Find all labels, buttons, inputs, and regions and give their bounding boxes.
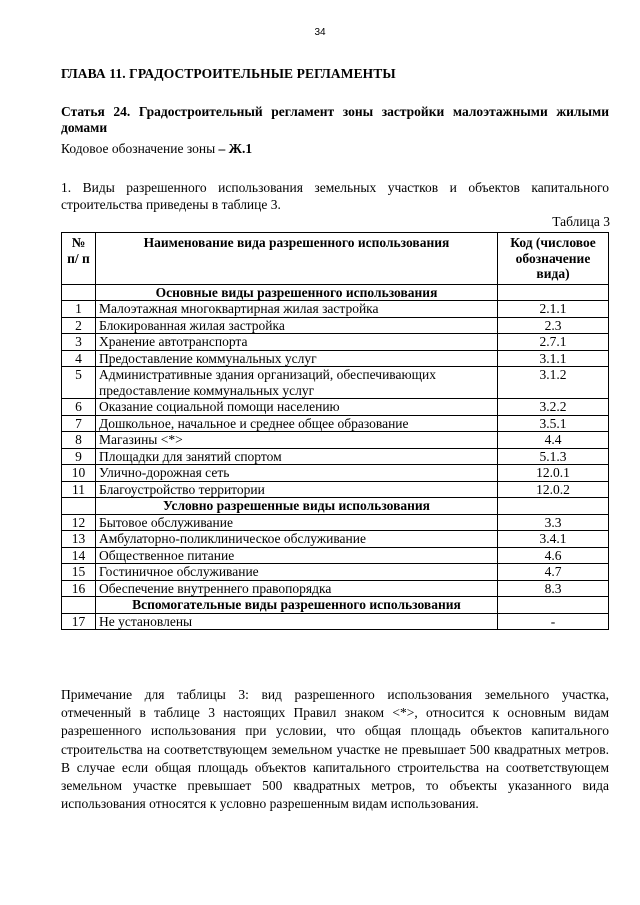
row-number: 8 — [62, 432, 96, 449]
row-use-name: Гостиничное обслуживание — [96, 564, 498, 581]
row-number: 15 — [62, 564, 96, 581]
section-code-cell — [498, 597, 609, 614]
row-number: 11 — [62, 481, 96, 498]
row-number: 2 — [62, 317, 96, 334]
row-number: 13 — [62, 531, 96, 548]
row-number: 1 — [62, 301, 96, 318]
row-use-code: 2.3 — [498, 317, 609, 334]
row-use-code: 12.0.2 — [498, 481, 609, 498]
row-number: 17 — [62, 613, 96, 630]
table-note: Примечание для таблицы 3: вид разрешенного использования земельного участка, отмеченный в таблице 3 настоящих Правил знаком <*>, относится к основным видам разрешенного использования при условии, что общая площадь объектов капитального строительства на соответствующем земельном участке не превышает 500 квадратных метров. В случае если общая площадь объектов капитального строительства на соответствующем земельном участке превышает 500 квадратных метров, то объекты указанного вида использования относятся к условно разрешенным видам использования. — [61, 687, 609, 812]
row-use-name: Предоставление коммунальных услуг — [96, 350, 498, 367]
row-use-name: Улично-дорожная сеть — [96, 465, 498, 482]
table-section-row — [62, 284, 609, 301]
table-row — [62, 415, 609, 432]
row-use-code: 8.3 — [498, 580, 609, 597]
intro-paragraph: 1. Виды разрешенного использования земельных участков и объектов капитального строительства приведены в таблице 3. — [61, 180, 609, 212]
row-use-code: 4.7 — [498, 564, 609, 581]
table-caption: Таблица 3 — [552, 214, 610, 229]
section-title: Вспомогательные виды разрешенного использования — [96, 597, 498, 614]
row-use-name: Административные здания организаций, обеспечивающих предоставление коммунальных услуг — [96, 367, 498, 399]
table-row — [62, 564, 609, 581]
row-number: 16 — [62, 580, 96, 597]
row-number: 12 — [62, 514, 96, 531]
row-use-code: 2.7.1 — [498, 334, 609, 351]
table-row — [62, 531, 609, 548]
zone-code-label: Кодовое обозначение зоны — [61, 141, 216, 156]
table-row — [62, 481, 609, 498]
table-row — [62, 547, 609, 564]
table-row — [62, 432, 609, 449]
row-use-name: Малоэтажная многоквартирная жилая застройка — [96, 301, 498, 318]
table-row — [62, 399, 609, 416]
row-use-code: 3.5.1 — [498, 415, 609, 432]
row-use-code: 12.0.1 — [498, 465, 609, 482]
row-use-name: Благоустройство территории — [96, 481, 498, 498]
row-use-code: 3.1.2 — [498, 367, 609, 399]
table-section-row — [62, 597, 609, 614]
row-use-code: 3.1.1 — [498, 350, 609, 367]
row-use-code: 2.1.1 — [498, 301, 609, 318]
row-number: 14 — [62, 547, 96, 564]
row-number: 5 — [62, 367, 96, 399]
row-use-code: - — [498, 613, 609, 630]
row-use-name: Не установлены — [96, 613, 498, 630]
table-section-row — [62, 498, 609, 515]
zone-code-line — [61, 141, 252, 157]
row-number: 3 — [62, 334, 96, 351]
row-use-name: Общественное питание — [96, 547, 498, 564]
row-use-code: 4.4 — [498, 432, 609, 449]
row-use-name: Бытовое обслуживание — [96, 514, 498, 531]
article-title: Статья 24. Градостроительный регламент зоны застройки малоэтажными жилыми домами — [61, 104, 609, 135]
row-number: 9 — [62, 448, 96, 465]
page-number: 34 — [314, 27, 326, 38]
row-number: 4 — [62, 350, 96, 367]
table-row — [62, 334, 609, 351]
section-num-cell — [62, 597, 96, 614]
zone-code-value: – Ж.1 — [218, 141, 253, 156]
table-row — [62, 465, 609, 482]
chapter-title: ГЛАВА 11. ГРАДОСТРОИТЕЛЬНЫЕ РЕГЛАМЕНТЫ — [61, 66, 396, 81]
section-num-cell — [62, 284, 96, 301]
table-row — [62, 580, 609, 597]
table-row — [62, 317, 609, 334]
section-code-cell — [498, 498, 609, 515]
row-use-code: 3.3 — [498, 514, 609, 531]
row-use-name: Дошкольное, начальное и среднее общее образование — [96, 415, 498, 432]
table-row — [62, 448, 609, 465]
row-use-code: 4.6 — [498, 547, 609, 564]
table-row — [62, 367, 609, 399]
row-use-name: Магазины <*> — [96, 432, 498, 449]
header-code: Код (числовое обозначение вида) — [498, 233, 609, 285]
table-body — [62, 284, 609, 630]
row-use-code: 3.4.1 — [498, 531, 609, 548]
row-use-name: Площадки для занятий спортом — [96, 448, 498, 465]
table-row — [62, 514, 609, 531]
table-row — [62, 613, 609, 630]
row-number: 6 — [62, 399, 96, 416]
section-title: Условно разрешенные виды использования — [96, 498, 498, 515]
header-num: № п/ п — [62, 233, 96, 285]
row-use-name: Обеспечение внутреннего правопорядка — [96, 580, 498, 597]
row-number: 7 — [62, 415, 96, 432]
header-name: Наименование вида разрешенного использования — [96, 233, 498, 285]
table-header-row — [62, 233, 609, 285]
row-use-code: 3.2.2 — [498, 399, 609, 416]
row-use-name: Блокированная жилая застройка — [96, 317, 498, 334]
table-row — [62, 301, 609, 318]
row-use-name: Хранение автотранспорта — [96, 334, 498, 351]
table-row — [62, 350, 609, 367]
permitted-use-table — [61, 232, 609, 630]
row-use-name: Амбулаторно-поликлиническое обслуживание — [96, 531, 498, 548]
row-number: 10 — [62, 465, 96, 482]
row-use-code: 5.1.3 — [498, 448, 609, 465]
section-code-cell — [498, 284, 609, 301]
row-use-name: Оказание социальной помощи населению — [96, 399, 498, 416]
section-num-cell — [62, 498, 96, 515]
section-title: Основные виды разрешенного использования — [96, 284, 498, 301]
